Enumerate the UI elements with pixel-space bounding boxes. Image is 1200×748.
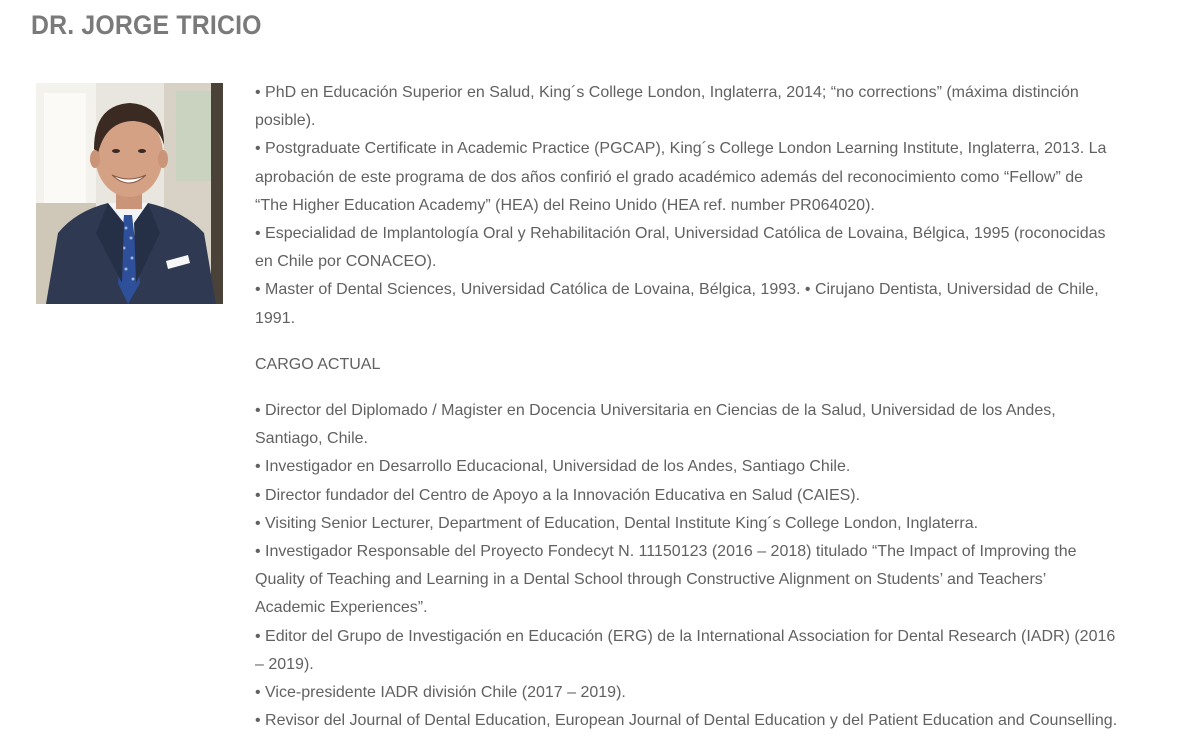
bio-content <box>255 79 1135 735</box>
position-line: • Visiting Senior Lecturer, Department of Education, Dental Institute King´s College London, Inglaterra. <box>255 514 979 532</box>
education-line: “The Higher Education Academy” (HEA) del Reino Unido (HEA ref. number PR064020). <box>255 196 875 214</box>
position-line: Academic Experiences”. <box>255 599 428 617</box>
section-heading-cargo-actual: CARGO ACTUAL <box>255 355 381 373</box>
position-line: • Investigador Responsable del Proyecto Fondecyt N. 11150123 (2016 – 2018) titulado “The Impact of Improving the <box>255 543 1077 561</box>
education-line: posible). <box>255 112 316 130</box>
education-line: • Master of Dental Sciences, Universidad Católica de Lovaina, Bélgica, 1993. • Cirujano Dentista, Universidad de Chile, <box>255 281 1099 299</box>
page-title: DR. JORGE TRICIO <box>31 10 262 40</box>
education-line: 1991. <box>255 309 296 327</box>
position-line: • Revisor del Journal of Dental Education, European Journal of Dental Education y del Patient Education and Counselling. <box>255 712 1118 730</box>
position-line: • Vice-presidente IADR división Chile (2017 – 2019). <box>255 684 626 702</box>
position-line: • Investigador en Desarrollo Educacional, Universidad de los Andes, Santiago Chile. <box>255 458 851 476</box>
education-line: • PhD en Educación Superior en Salud, King´s College London, Inglaterra, 2014; “no corrections” (máxima distinción <box>255 84 1079 101</box>
education-line: en Chile por CONACEO). <box>255 253 437 271</box>
education-list <box>255 79 1135 333</box>
position-line: • Editor del Grupo de Investigación en Educación (ERG) de la International Association for Dental Research (IADR) (2016 <box>255 627 1116 645</box>
position-line: • Director del Diplomado / Magister en Docencia Universitaria en Ciencias de la Salud, Universidad de los Andes, <box>255 402 1056 420</box>
position-line: • Director fundador del Centro de Apoyo a la Innovación Educativa en Salud (CAIES). <box>255 486 861 504</box>
current-position-list <box>255 397 1135 735</box>
education-line: • Especialidad de Implantología Oral y Rehabilitación Oral, Universidad Católica de Lovaina, Bélgica, 1995 (roconocidas <box>255 225 1106 243</box>
profile-photo <box>36 83 223 304</box>
position-line: – 2019). <box>255 655 314 673</box>
position-line: Santiago, Chile. <box>255 430 368 448</box>
education-line: aprobación de este programa de dos años confirió el grado académico además del reconocimiento como “Fellow” de <box>255 168 1084 186</box>
position-line: Quality of Teaching and Learning in a Dental School through Constructive Alignment on Students’ and Teachers’ <box>255 571 1047 589</box>
education-line: • Postgraduate Certificate in Academic Practice (PGCAP), King´s College London Learning Institute, Inglaterra, 2013. La <box>255 140 1107 158</box>
